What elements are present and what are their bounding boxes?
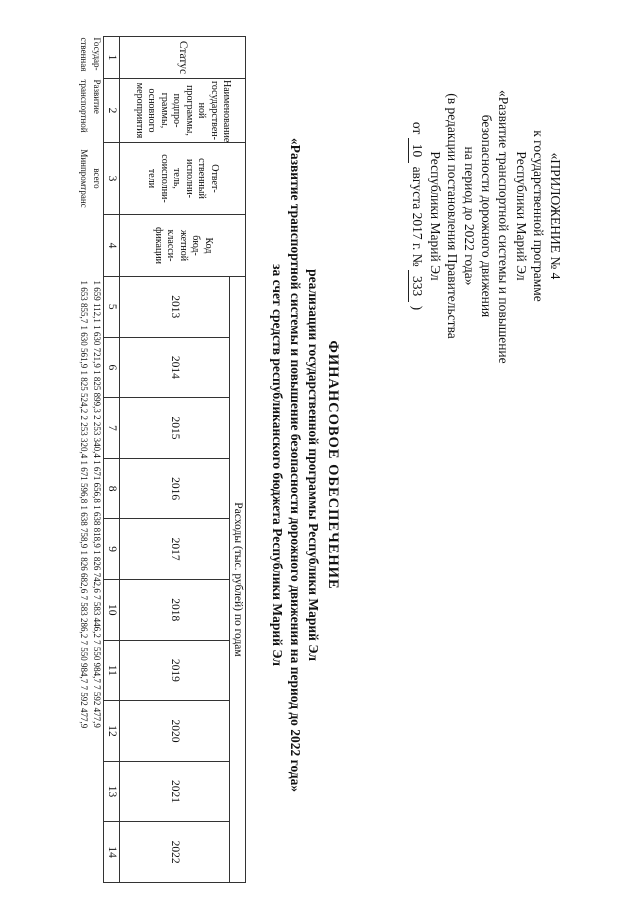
title-line-1: реализации государственной программы Республики Марий Эл [306, 269, 321, 661]
header-expenses: Расходы (тыс. рублей) по годам [230, 277, 246, 883]
appendix-line: «Развитие транспортной системы и повышение [496, 90, 512, 364]
column-number: 11 [104, 640, 120, 701]
appendix-line: «ПРИЛОЖЕНИЕ № 4 [548, 152, 563, 280]
appendix-block [408, 90, 564, 364]
appendix-line: Республики Марий Эл [427, 151, 443, 281]
date-rest: августа 2017 г. № [410, 166, 426, 267]
appendix-line: на период до 2022 года» [461, 146, 477, 286]
column-number: 13 [104, 761, 120, 822]
appendix-line: Республики Марий Эл [513, 151, 529, 281]
appendix-date-line [408, 90, 426, 342]
header-year: 2014 [120, 337, 230, 398]
header-year: 2020 [120, 701, 230, 762]
table-row [78, 37, 104, 883]
column-number: 7 [104, 398, 120, 459]
date-prefix: от [410, 121, 426, 135]
row-responsible: всего Минпромтранс [79, 149, 102, 208]
document-title: ФИНАНСОВОЕ ОБЕСПЕЧЕНИЕ [325, 340, 341, 590]
column-number: 14 [104, 822, 120, 883]
row-values: 1 659 112,1 1 630 721,9 1 825 899,3 2 253 340,4 1 671 656,8 1 638 818,9 1 826 742,6 7 583 446,2 7 550 984,7 7 592 477,9 1 653 855,7 1 630 561,9 1 825 524,2 2 253 320,4 1 671 596,8 1 638 758,9 1 826 682,6 7 583 286,2 7 550 984,7 7 592 477,9 [79, 280, 102, 729]
header-year: 2018 [120, 579, 230, 640]
title-line-3: за счет средств республиканского бюджета Республики Марий Эл [270, 264, 285, 666]
column-number: 2 [104, 79, 120, 143]
column-number: 5 [104, 277, 120, 338]
column-number: 1 [104, 37, 120, 79]
header-name: Наименование государствен- ной программы, подпро- граммы, основного мероприятия [120, 79, 246, 143]
row-status: Государ- ственная [79, 37, 102, 72]
column-number: 12 [104, 701, 120, 762]
header-year: 2016 [120, 458, 230, 519]
date-number: 333 [408, 270, 426, 302]
row-name: Развитие транспортной [79, 79, 102, 133]
column-number: 9 [104, 519, 120, 580]
appendix-line: безопасности дорожного движения [479, 114, 495, 318]
date-close: ) [410, 305, 426, 311]
header-responsible: Ответ- ственный исполни- тель, соисполни- тели [120, 143, 246, 215]
header-year: 2022 [120, 822, 230, 883]
finance-table [78, 36, 246, 883]
column-number: 3 [104, 143, 120, 215]
title-line-2: «Развитие транспортной системы и повышение безопасности дорожного движения на период до 2022 года» [288, 137, 303, 793]
header-year: 2013 [120, 277, 230, 338]
column-number: 6 [104, 337, 120, 398]
header-year: 2021 [120, 761, 230, 822]
appendix-line: к государственной программе [530, 130, 546, 302]
header-year: 2017 [120, 519, 230, 580]
appendix-line: (в редакции постановления Правительства [444, 93, 460, 339]
column-number: 10 [104, 579, 120, 640]
column-number: 8 [104, 458, 120, 519]
header-year: 2015 [120, 398, 230, 459]
date-day: 10 [408, 138, 426, 164]
column-number: 4 [104, 215, 120, 277]
row-code [78, 215, 104, 277]
header-status: Статус [120, 37, 246, 79]
header-year: 2019 [120, 640, 230, 701]
header-code: Код бюд- жетной класси- фикации [120, 215, 246, 277]
